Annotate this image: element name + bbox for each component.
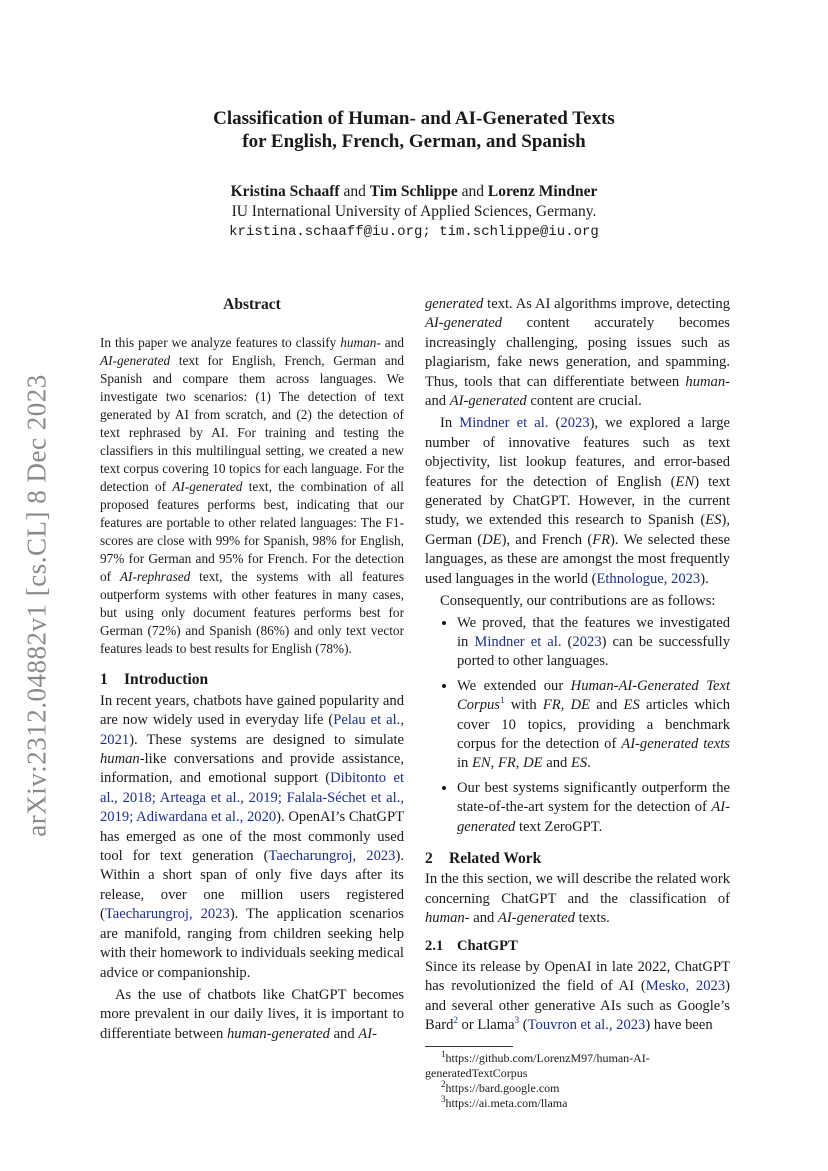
footnote: $^3$https://ai.meta.com/llama	[441, 1093, 568, 1110]
footnote-marker[interactable]: 1	[499, 695, 505, 706]
footnote-link[interactable]: https://ai.meta.com/llama	[445, 1095, 568, 1110]
intro-paragraph-3: In Mindner et al. (2023), we explored a large number of innovative features such as text objectivity, list lookup features, and error-based features for the detection of English (EN) text generated by ChatGPT. However, in the current study, we extended this research to Spanish (ES), German (DE), and French (FR). We selected these languages, as these are amongst the most frequently used languages in the world (Ethnologue, 2023).	[425, 415, 730, 587]
citation-link[interactable]: Pelau et al., 2021	[100, 712, 404, 748]
footnote-link[interactable]: https://bard.google.com	[445, 1080, 560, 1095]
author-emails: kristina.schaaff@iu.org; tim.schlippe@iu.org	[229, 224, 599, 240]
chatgpt-paragraph: Since its release by OpenAI in late 2022, ChatGPT has revolutionized the field of AI (Mesko, 2023) and several other generative AIs such as Google’s Bard$^2$ or Llama$^3$ (Touvron et al., 2023) have been	[425, 959, 730, 1034]
footnote: $^2$https://bard.google.com	[441, 1078, 560, 1095]
citation-link[interactable]: Ethnologue, 2023	[596, 570, 701, 587]
author-names	[100, 182, 728, 202]
citation-link[interactable]: 2023	[560, 415, 590, 432]
related-paragraph-1: In the this section, we will describe the related work concerning ChatGPT and the classification of human- and AI-generated texts.	[425, 871, 730, 927]
intro-paragraph-1: In recent years, chatbots have gained popularity and are now widely used in everyday life (Pelau et al., 2021). These systems are designed to simulate human-like conversations and provide assistance, information, and emotional support (Dibitonto et al., 2018; Arteaga et al., 2019; Falala-Séchet et al., 2019; Adiwardana et al., 2020). OpenAI’s ChatGPT has emerged as one of the most commonly used tool for text generation (Taecharungroj, 2023). Within a short span of only five days after its release, over one million users registered (Taecharungroj, 2023). The application scenarios are manifold, ranging from children seeking help with their homework to individuals seeking medical advice or companionship.	[100, 692, 404, 981]
list-item: • We proved, that the features we investigated in Mindner et al. (2023) can be successfully ported to other languages.	[457, 614, 730, 672]
contributions-list	[425, 614, 730, 837]
intro-paragraph-2-cont: generated text. As AI algorithms improve, detecting AI-generated content accurately becomes increasingly challenging, posing issues such as plagiarism, fake news generation, and spamming. Thus, tools that can differentiate between human- and AI-generated content are crucial.	[425, 296, 730, 410]
footnote: $^1$https://github.com/LorenzM97/human-AI-generatedTextCorpus	[425, 1048, 650, 1080]
author-separator: and	[343, 183, 366, 200]
section-heading-related-work: 2 Related Work	[425, 849, 542, 867]
paper-title	[100, 107, 728, 153]
citation-link[interactable]: Taecharungroj, 2023	[268, 848, 396, 865]
author-3: Lorenz Mindner	[487, 183, 598, 200]
right-column	[425, 295, 730, 1111]
citation-link[interactable]: Mesko, 2023	[645, 978, 726, 995]
left-column	[100, 295, 404, 1044]
author-separator: and	[461, 183, 484, 200]
arxiv-stamp	[22, 370, 52, 840]
citation-link[interactable]: Mindner et al.	[474, 633, 562, 650]
footnote-marker[interactable]: 3	[514, 1015, 520, 1026]
footnote-link[interactable]: https://github.com/LorenzM97/human-AI-generatedTextCorpus	[425, 1050, 650, 1080]
author-block	[100, 182, 728, 242]
footnote-divider	[425, 1046, 513, 1047]
list-item: • We extended our Human-AI-Generated Text Corpus$^1$ with FR, DE and ES articles which cover 10 topics, providing a benchmark corpus for the detection of AI-generated texts in EN, FR, DE and ES.	[457, 677, 730, 774]
arxiv-identifier: arXiv:2312.04882v1 [cs.CL] 8 Dec 2023	[21, 373, 52, 837]
section-heading-introduction: 1 Introduction	[100, 671, 209, 689]
citation-link[interactable]: Touvron et al., 2023	[527, 1017, 646, 1034]
footnote-marker[interactable]: 2	[453, 1015, 458, 1026]
abstract-text: In this paper we analyze features to classify human- and AI-generated text for English, French, German and Spanish and compare them across languages. We investigate two scenarios: (1) The detection of text generated by AI from scratch, and (2) the detection of text rephrased by AI. For training and testing the classifiers in this multilingual setting, we created a new text corpus covering 10 topics for each language. For the detection of AI-generated text, the combination of all proposed features performs best, indicating that our features are portable to other related languages: The F1-scores are close with 99% for Spanish, 98% for English, 97% for German and 95% for French. For the detection of AI-rephrased text, the systems with all features outperform systems with other features in many cases, but using only document features performs best for German (72%) and Spanish (86%) and only text vector features leads to best results for English (78%).	[100, 335, 404, 657]
list-item: • Our best systems significantly outperform the state-of-the-art system for the detection of AI-generated text ZeroGPT.	[457, 779, 730, 837]
author-2: Tim Schlippe	[369, 183, 458, 200]
citation-link[interactable]: Dibitonto et al., 2018; Arteaga et al., 2019; Falala-Séchet et al., 2019; Adiwardana et al., 2020	[100, 770, 404, 826]
abstract-heading: Abstract	[223, 296, 281, 313]
subsection-heading-chatgpt: 2.1 ChatGPT	[425, 937, 518, 954]
author-1: Kristina Schaaff	[230, 183, 340, 200]
intro-paragraph-2-start: As the use of chatbots like ChatGPT becomes more prevalent in our daily lives, it is important to differentiate between human-generated and AI-	[100, 986, 404, 1042]
title-line-2: for English, French, German, and Spanish	[242, 131, 586, 152]
citation-link[interactable]: Mindner et al.	[459, 415, 549, 432]
intro-paragraph-4: Consequently, our contributions are as follows:	[440, 593, 716, 610]
citation-link[interactable]: 2023	[572, 633, 602, 650]
citation-link[interactable]: Taecharungroj, 2023	[104, 906, 230, 923]
title-line-1: Classification of Human- and AI-Generated Texts	[213, 108, 615, 129]
affiliation: IU International University of Applied Sciences, Germany.	[231, 203, 597, 220]
